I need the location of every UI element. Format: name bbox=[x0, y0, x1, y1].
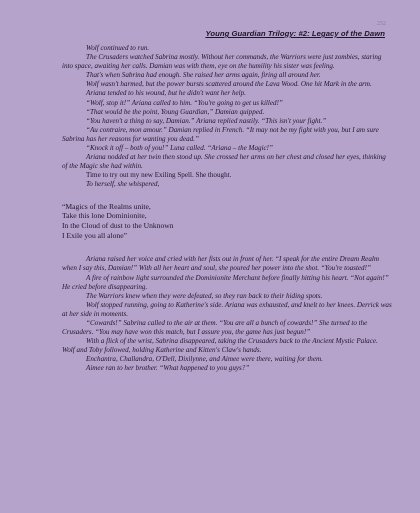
poem-line: Take this lone Dominionite, bbox=[62, 211, 147, 221]
paragraphs-after bbox=[62, 255, 392, 373]
poem-line: In the Cloud of dust to the Unknown bbox=[62, 220, 174, 230]
paragraph: Ariana raised her voice and cried with her fists out in front of her. “I speak for the entire Dream Realm when I say this, Damian!” With all her heart and soul, she poured her power into the shot. “You're toasted!” bbox=[62, 255, 379, 273]
paragraph: “That would be the point, Young Guardian,” Damian quipped. bbox=[86, 107, 265, 116]
paragraph: Wolf stopped running, going to Katherine's side. Ariana was exhausted, and knelt to her knees. Derrick was at her side in moments. bbox=[62, 300, 392, 318]
paragraph: “Wolf, stop it!” Ariana called to him. “You're going to get us killed!” bbox=[86, 98, 283, 107]
paragraph: With a flick of the wrist, Sabrina disappeared, taking the Crusaders back to the Ancient Mystic Palace. Wolf and Toby followed, holding Katherine and Kitten's Claw's hands. bbox=[62, 337, 378, 355]
poem bbox=[62, 202, 392, 241]
paragraph: “Knock it off – both of you!” Luna called. “Ariana – the Magic!” bbox=[86, 144, 273, 153]
paragraph: “Au contraire, mon amour.” Damian replied in French. “It may not be my fight with you, but I am sure Sabrina has her reasons for wanting you dead.” bbox=[62, 125, 379, 143]
page-number: 252 bbox=[377, 21, 386, 27]
paragraph: A fire of rainbow light surrounded the Dominionite Merchant before finally hitting his heart. “Not again!” He cried before disappearing. bbox=[62, 273, 389, 291]
paragraph: That's when Sabrina had enough. She raised her arms again, firing all around her. bbox=[86, 71, 321, 80]
running-head: Young Guardian Trilogy: #2: Legacy of the Dawn bbox=[205, 29, 385, 38]
paragraph: Aimee ran to her brother. “What happened to you guys?” bbox=[86, 364, 250, 373]
paragraph: The Crusaders watched Sabrina mostly. Without her commands, the Warriors were just zombies, staring into space, awaiting her calls. Damian was with them, eye on the humility his sister was feeling. bbox=[62, 53, 382, 71]
paragraph: Wolf wasn't harmed, but the power bursts scattered around the Lava Wood. One hit Mark in the arm. bbox=[86, 80, 372, 89]
paragraph: Wolf continued to run. bbox=[86, 44, 150, 52]
body-text bbox=[62, 44, 392, 374]
paragraph: To herself, she whispered, bbox=[86, 180, 160, 189]
paragraph: Ariana nodded at her twin then stood up. She crossed her arms on her chest and closed her eyes, thinking of the Magic she had within. bbox=[62, 153, 386, 171]
paragraph: Ariana tended to his wound, but he didn't want her help. bbox=[86, 89, 246, 98]
paragraph: “You haven't a thing to say, Damian.” Ariana replied nastily. “This isn't your fight.” bbox=[86, 116, 327, 125]
paragraph: Time to try out my new Exiling Spell. She thought. bbox=[86, 171, 232, 180]
poem-line: I Exile you all alone” bbox=[62, 230, 127, 240]
paragraph: Enchantra, Challandra, O'Dell, Dixilynne, and Aimee were there, waiting for them. bbox=[86, 355, 323, 364]
paragraphs-before bbox=[62, 44, 392, 190]
paragraph: “Cowards!” Sabrina called to the air at them. “You are all a bunch of cowards!” She turned to the Crusaders. “You may have won this match, but I assure you, the game has just begun!” bbox=[62, 318, 368, 337]
poem-line: “Magics of the Realms unite, bbox=[62, 201, 151, 211]
paragraph: The Warriors knew when they were defeated, so they ran back to their hiding spots. bbox=[86, 291, 323, 300]
